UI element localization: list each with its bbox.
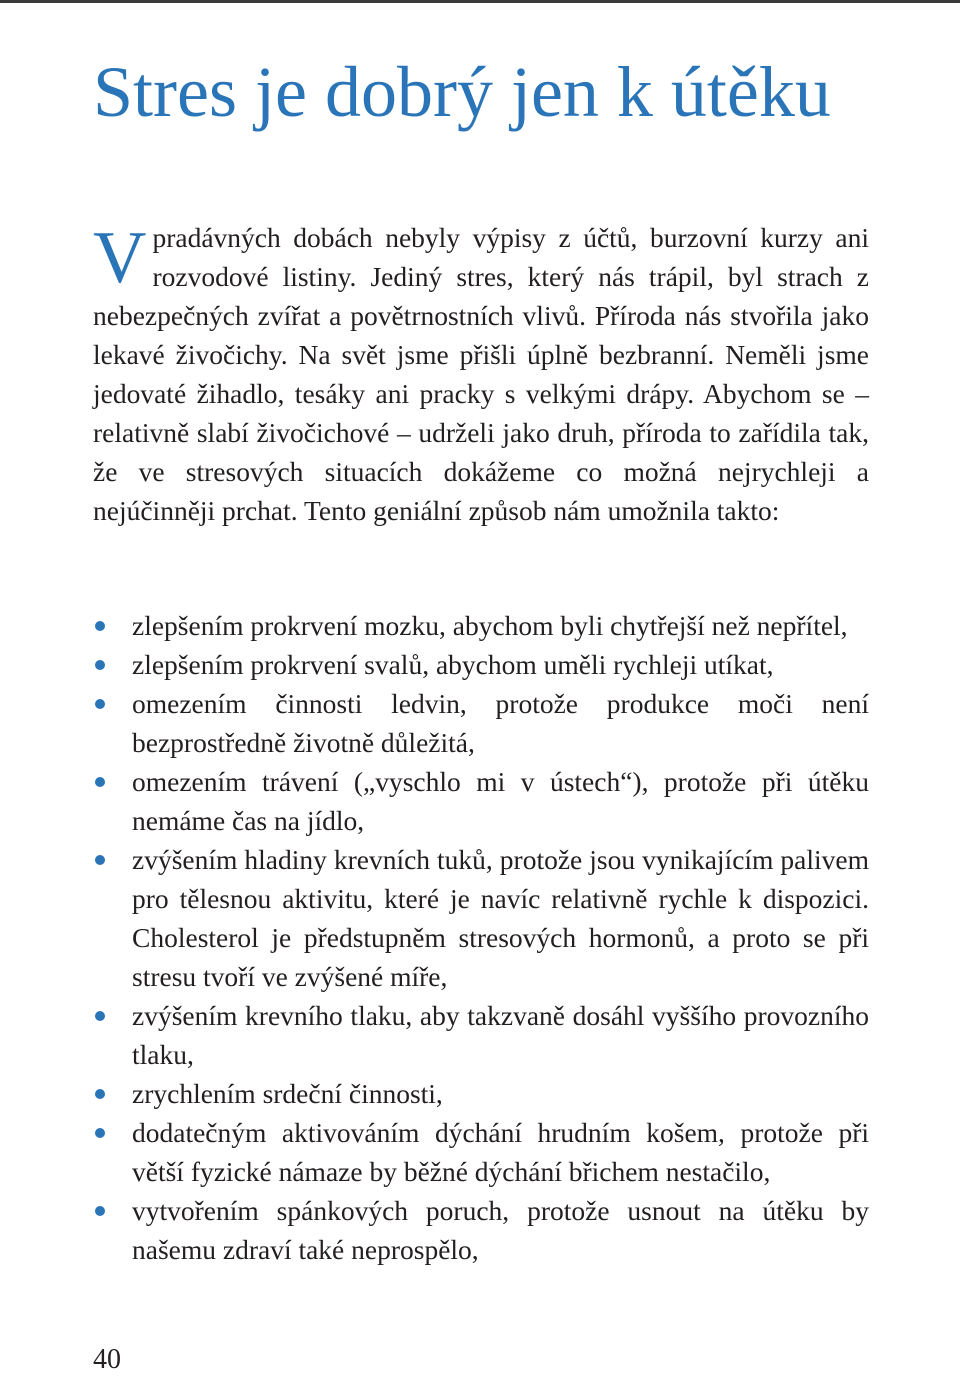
list-item-text: dodatečným aktivováním dýchání hrudním košem, protože při větší fyzické námaze by běžné dýchání břichem nestačilo, — [132, 1117, 869, 1187]
bullet-dot-icon — [95, 1011, 105, 1021]
bullet-dot-icon — [95, 777, 105, 787]
bullet-dot-icon — [95, 855, 105, 865]
list-item-text: vytvořením spánkových poruch, protože usnout na útěku by našemu zdraví také neprospělo, — [132, 1195, 869, 1265]
list-item — [93, 996, 869, 1074]
bullet-dot-icon — [95, 1128, 105, 1138]
list-item-text: zvýšením hladiny krevních tuků, protože jsou vynikajícím palivem pro tělesnou aktivitu, které je navíc relativně rychle k dispozici. Cholesterol je předstupněm stresových hormonů, a proto se při stresu tvoří ve zvýšené míře, — [132, 844, 869, 992]
bullet-dot-icon — [95, 621, 105, 631]
list-item — [93, 1113, 869, 1191]
bullet-dot-icon — [95, 699, 105, 709]
list-item — [93, 840, 869, 996]
chapter-title: Stres je dobrý jen k útěku — [93, 52, 831, 132]
bullet-dot-icon — [95, 1089, 105, 1099]
intro-paragraph — [93, 218, 869, 530]
list-item-text: zlepšením prokrvení mozku, abychom byli chytřejší než nepřítel, — [132, 610, 848, 641]
drop-cap: V — [93, 217, 147, 299]
bullet-list — [93, 606, 869, 1269]
list-item-text: omezením činnosti ledvin, protože produkce moči není bezprostředně životně důležitá, — [132, 688, 869, 758]
list-item — [93, 1074, 869, 1113]
list-item-text: omezením trávení („vyschlo mi v ústech“), protože při útěku nemáme čas na jídlo, — [132, 766, 869, 836]
list-item — [93, 1191, 869, 1269]
list-item — [93, 645, 869, 684]
list-item-text: zvýšením krevního tlaku, aby takzvaně dosáhl vyššího provozního tlaku, — [132, 1000, 869, 1070]
list-item — [93, 762, 869, 840]
list-item — [93, 684, 869, 762]
bullet-dot-icon — [95, 660, 105, 670]
page-number: 40 — [93, 1344, 121, 1375]
list-item — [93, 606, 869, 645]
top-rule — [0, 0, 960, 3]
list-item-text: zrychlením srdeční činnosti, — [132, 1078, 443, 1109]
list-item-text: zlepšením prokrvení svalů, abychom uměli rychleji utíkat, — [132, 649, 774, 680]
bullet-dot-icon — [95, 1206, 105, 1216]
intro-text: pradávných dobách nebyly výpisy z účtů, burzovní kurzy ani rozvodové listiny. Jediný stres, který nás trápil, byl strach z nebezpečných zvířat a povětrnostních vlivů. Příroda nás stvořila jako lekavé živočichy. Na svět jsme přišli úplně bezbranní. Neměli jsme jedovaté žihadlo, tesáky ani pracky s velkými drápy. Abychom se – relativně slabí živočichové – udrželi jako druh, příroda to zařídila tak, že ve stresových situacích dokážeme co možná nejrychleji a nejúčinněji prchat. Tento geniální způsob nám umožnila takto: — [93, 222, 869, 526]
